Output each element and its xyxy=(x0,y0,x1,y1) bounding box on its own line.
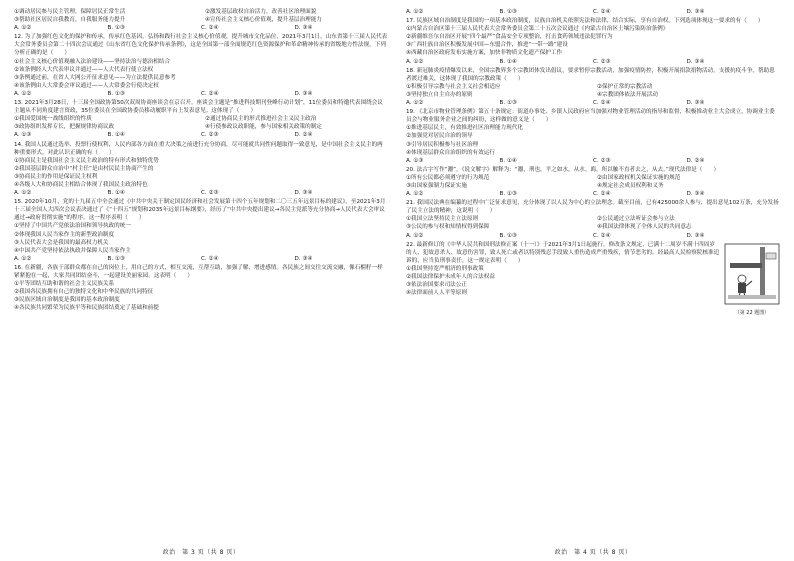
question-22-figure xyxy=(724,241,780,317)
statement-list xyxy=(406,124,780,156)
question-15 xyxy=(14,198,388,263)
statement: ②我国基层群众自治中“村主任”是由村民民主协商产生的 xyxy=(14,165,154,172)
statement: ②加强党对居民自治的领导 xyxy=(406,133,473,140)
statement: ③坚持独立自主自办的原则 xyxy=(406,91,473,98)
question-stem: 12. 为了加强红色文化的保护和传承，传承红色基因，弘扬和践行社会主义核心价值观，提升城市文化品位，2021年3月1日，山东省第十三届人民代表大会常务委员会第二十四次会议通过《山东省红色文化保护传承条例》，这是全国第一部全面规范红色资源保护和革命精神传承的省级地方性法规。下列分析正确的是（ ） xyxy=(14,34,388,57)
option-c: C. ②④ xyxy=(201,25,219,32)
statement: ②由国家政权机关保证实施的规范 xyxy=(597,174,681,181)
statement: ④西藏自治区政府发布实施方案，加快非物质文化遗产保护工作 xyxy=(406,50,563,57)
option-b: B. ①④ xyxy=(499,58,517,65)
answer-options xyxy=(14,189,388,197)
answer-options xyxy=(14,255,388,263)
question-14 xyxy=(14,141,388,198)
option-b: B. ①③ xyxy=(499,9,517,15)
option-a: A. ①② xyxy=(406,191,424,198)
question-stem: 19. 《北京市物业管理条例》第五十条规定：街道办事处、乡镇人民政府应当加强对物业管理活动的指导和监督，积极推动业主大会成立，协调业主委员会与物业服务企业之间的纠纷，这样做的意义是（ ） xyxy=(406,109,775,124)
question-18 xyxy=(406,67,780,107)
question-22-text xyxy=(406,241,720,317)
question-stem: 22. 最新修订的《中华人民共和国刑法修正案（十一）》于2021年3月1日起施行，修改条文规定，已满十二周岁不满十四周岁的人，犯故意杀人、故意伤害罪，致人死亡或者以特别残忍手段致人重伤造成严重残疾，情节恶劣的，经最高人民检察院核准追诉的，应当负刑事责任。这一规定表明（ ） xyxy=(406,241,720,264)
answer-options xyxy=(406,8,780,16)
page-4 xyxy=(406,8,780,561)
statement-list xyxy=(406,215,780,231)
statement: ④行使参政议政职能，参与国家相关政策的制定 xyxy=(205,124,322,131)
answer-options xyxy=(14,131,388,139)
option-d: D. ③④ xyxy=(686,232,705,239)
statement: ①积极引导宗教与社会主义社会相适应 xyxy=(406,83,501,90)
option-c: C. ②④ xyxy=(593,232,611,239)
answer-options xyxy=(406,190,780,198)
statement: ③引导居民积极参与社区治理 xyxy=(406,141,479,148)
statement: ④我国法律体现了全体人民的共同意志 xyxy=(597,224,692,231)
statement: ③条例通过前，在省人大网公开征求意见——为立法提供民意参考 xyxy=(14,74,176,81)
page-footer: 政治 第 3 页（共 8 页） xyxy=(162,548,240,556)
option-d: D. ③④ xyxy=(686,58,705,65)
statement: ①平等团结互助和谐的社会主义民族关系 xyxy=(14,281,115,288)
option-b: B. ①③ xyxy=(499,100,517,107)
statement: ④中国共产党坚持依法执政并保障人民当家作主 xyxy=(14,247,131,254)
statement: ②我国法律保护未成年人的合法权益 xyxy=(406,274,495,280)
option-b: B. ①③ xyxy=(107,255,125,262)
statement: ④该条例由人大常委会审议通过——人大常委会行使决定权 xyxy=(14,82,159,89)
question-stem: 17. 民族区域自治制度是我国的一项基本政治制度，民族自治机关依照宪法和法律，结合实际，享有自治权。下列选项体现这一要求的有（ ） xyxy=(406,18,764,25)
option-b: B. ①③ xyxy=(107,25,125,32)
option-a: A. ①② xyxy=(14,255,32,262)
option-d: D. ③④ xyxy=(294,25,313,32)
statement-list xyxy=(14,8,388,24)
question-stem: 15. 2020年10月，党的十九届五中全会通过《中共中央关于制定国民经济和社会发展第十四个五年规划和二〇三五年远景目标的建议》，至2021年3月十三届全国人大四次会议表决通过了《“十四五”规划和2035年远景目标纲要》，经历了“中共中央提出建议→各民主党派等充分协商→人民代表大会审议通过→政府贯彻实施”的程序。这一程序表明（ ） xyxy=(14,199,386,222)
statement-list xyxy=(406,25,780,57)
page-3 xyxy=(14,8,388,561)
statement: ④宗教团体依法开展活动 xyxy=(597,91,658,98)
statement: ③政协组织发挥专长，把握规律协商议政 xyxy=(14,124,115,131)
option-b: B. ①④ xyxy=(107,132,125,139)
statement: ①社会主义核心价值观融入法治建设——坚持法治与德治相结合 xyxy=(14,58,171,65)
statement: ③协商民主的作用是保证民主权利 xyxy=(14,173,98,180)
statement: ③民族区域自治制度是我国的基本政治制度 xyxy=(14,297,120,304)
statement: ②保护正常的宗教活动 xyxy=(597,83,653,90)
statement: ②我国各民族拥有自己的独特文化和中华民族的共同特征 xyxy=(14,289,154,296)
question-21 xyxy=(406,199,780,239)
option-d: D. ③④ xyxy=(686,9,705,15)
statement: ③帮助社区居民自我教育，自我服务能力提升 xyxy=(14,17,126,24)
statement-list xyxy=(14,157,388,189)
option-d: D. ③④ xyxy=(294,255,313,262)
answer-options xyxy=(406,99,780,107)
statement-list xyxy=(14,280,388,312)
statement: ④各级人大和协商民主相结合体现了我国民主政治特色 xyxy=(14,181,148,188)
option-a: A. ①③ xyxy=(14,132,32,139)
question-stem: 21. 我国民法典在编纂的过程中广泛征求意见，充分体现了以人民为中心的立法理念。截至目前，已有425000余人参与，提出意见102万条，充分发扬了民主立法的精神，这说明（ ） xyxy=(406,200,779,215)
option-c: C. ②④ xyxy=(201,255,219,262)
answer-options xyxy=(406,232,780,240)
statement: ①我国立法坚持民主立法原则 xyxy=(406,216,479,223)
statement: ③依法治国要求司法公正 xyxy=(406,282,467,289)
option-b: B. ①③ xyxy=(499,191,517,198)
question-stem: 20. 法古字写作“灋”。《说文解字》解释为：“灋，刑也，平之如水，从水。廌，所以触不直者去之，从去。”现代法律是（ ） xyxy=(406,166,720,173)
figure-caption: （第 22 题图） xyxy=(734,309,770,316)
statement: ③广西壮族自治区积极发展中国—东盟合作，推进“一带一路”建设 xyxy=(406,42,568,49)
statement: ④体现基层群众自治组织的有效运行 xyxy=(406,149,495,156)
option-a: A. ①② xyxy=(14,25,32,32)
option-a: A. ①② xyxy=(14,190,32,197)
statement: ④各民族共同繁荣为民族平等和民族团结奠定了基础和前提 xyxy=(14,305,159,312)
statement: ①推进基层民主，有效推进社区治理能力现代化 xyxy=(406,125,523,132)
option-d: D. ②④ xyxy=(294,132,313,139)
question-11-tail xyxy=(14,8,388,32)
option-c: C. ②④ xyxy=(201,90,219,97)
option-d: D. ②④ xyxy=(686,157,705,164)
option-d: D. ③④ xyxy=(686,191,705,198)
option-a: A. ①② xyxy=(406,100,424,107)
option-a: A. ①② xyxy=(14,90,32,97)
option-a: A. ①② xyxy=(406,9,424,15)
statement: ④规定社会成员权利和义务 xyxy=(597,182,664,189)
answer-options xyxy=(406,157,780,165)
statement: ①坚持了中国共产党依法治国和领导执政的统一 xyxy=(14,223,131,230)
statement: ①内蒙古自治区第十三届人民代表大会常务委员会第二十五次会议通过《内蒙古自治区土壤污染防治条例》 xyxy=(406,26,669,33)
question-19 xyxy=(406,108,780,165)
question-16 xyxy=(14,264,388,313)
statement-list xyxy=(406,265,720,297)
statement: ①调动居民参与民主管理，保障居民正常生活 xyxy=(14,9,126,15)
question-stem: 13. 2021年3月28日，十三届全国政协第50次双周协商座谈会在京召开。座谈会主题是“推进科技期刊登峰行动计划”，11位委员和特邀代表围绕会议主题从不同角度建言资政，35位委员在全国政协委员移动履职平台上发表意见。这体现了（ ） xyxy=(14,100,383,115)
question-16-options xyxy=(406,8,780,16)
option-a: A. ①② xyxy=(406,232,424,239)
option-c: C. ②④ xyxy=(593,100,611,107)
statement: ②激发基层政权自治活力，改善社区治理面貌 xyxy=(205,9,317,15)
question-12 xyxy=(14,33,388,98)
option-c: C. ②④ xyxy=(593,9,611,15)
statement-list xyxy=(406,174,780,190)
statement: ④宣传社会主义核心价值观，提升基层治理能力 xyxy=(205,17,322,24)
option-c: C. ②③ xyxy=(201,190,219,197)
option-d: D. ③④ xyxy=(294,90,313,97)
cartoon-illustration xyxy=(724,243,780,305)
answer-options xyxy=(14,90,388,98)
statement-list xyxy=(14,58,388,90)
option-b: B. ①④ xyxy=(499,157,517,164)
statement: ①我国爱国统一战线组织的性质 xyxy=(14,116,92,123)
question-22 xyxy=(406,241,780,317)
question-stem: 18. 新冠肺炎疫情爆发以来，全国宗教界多个宗教团体发出倡议，要求暂停宗教活动，加强疫情防控，积极开展捐款捐物活动，支援抗疫斗争，帮助患者渡过难关，这体现了我国的宗教政策（ ） xyxy=(406,67,775,82)
option-a: A. ①② xyxy=(406,58,424,65)
option-c: C. ②③ xyxy=(593,157,611,164)
statement: ①所有公民都必须遵守的行为规范 xyxy=(406,174,490,181)
option-d: D. ③④ xyxy=(294,190,313,197)
option-b: B. ①③ xyxy=(107,90,125,97)
statement: ③人民代表大会是我国的最高权力机关 xyxy=(14,239,109,246)
statement-list xyxy=(406,83,780,99)
option-d: D. ③④ xyxy=(686,100,705,107)
statement-list xyxy=(14,222,388,254)
page-footer: 政治 第 4 页（共 8 页） xyxy=(554,548,632,556)
statement: ③公民的参与权和知情权得到保障 xyxy=(406,224,490,231)
option-c: C. ②③ xyxy=(593,58,611,65)
statement: ③由国家强制力保证实施 xyxy=(406,182,467,189)
option-b: B. ①④ xyxy=(107,190,125,197)
statement: ②公民通过立法听证会参与立法 xyxy=(597,216,675,223)
question-stem: 14. 我国人民通过选举、投票行使权利，人民内部各方面在重大决策之前进行充分协商，尽可能就共同性问题取得一致意见，是中国社会主义民主的两种重要形式。对此认识正确的有（ ） xyxy=(14,141,383,156)
option-c: C. ②③ xyxy=(201,132,219,139)
statement: ②通过协商民主的形式推进社会主义民主政治 xyxy=(205,116,317,123)
statement-list xyxy=(14,115,388,131)
statement: ①协商民主是我国社会主义民主政治的特有形式和独特优势 xyxy=(14,157,159,164)
answer-options xyxy=(406,58,780,66)
option-b: B. ①③ xyxy=(499,232,517,239)
statement: ②体现我国人民当家作主的新型政治制度 xyxy=(14,231,115,238)
option-a: A. ①③ xyxy=(406,157,424,164)
question-13 xyxy=(14,99,388,139)
question-20 xyxy=(406,166,780,198)
option-c: C. ②④ xyxy=(593,191,611,198)
statement: ④法律面前人人平等原则 xyxy=(406,290,467,297)
statement: ②新疆维吾尔自治区开展“四个最严”食品安全专项整治，打击食药领域违法犯罪行为 xyxy=(406,34,613,41)
statement: ①我国坚持宽严相济的刑事政策 xyxy=(406,265,484,272)
answer-options xyxy=(14,24,388,32)
question-17 xyxy=(406,17,780,66)
question-stem: 16. 在新疆，各族干部群众都在自己的岗位上，用自己的方式，相互交流，互帮互助，加强了解，增进感情。各民族之间交往交流交融，像石榴籽一样紧紧抱在一起，大家共同团结奋斗，一起建设美丽家园。这表明（ ） xyxy=(14,264,383,279)
statement: ②该条例经人大代表审议并通过——人大代表行使立法权 xyxy=(14,66,154,73)
